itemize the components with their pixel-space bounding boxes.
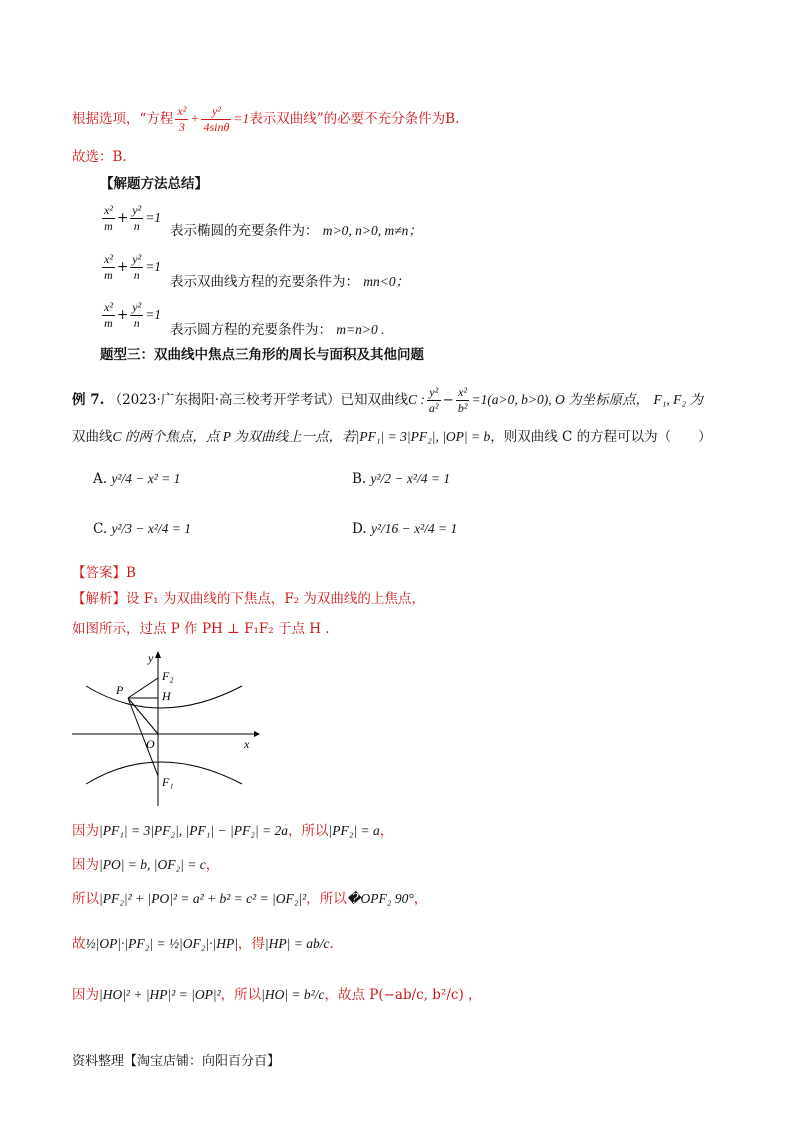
text: 双曲线: [72, 429, 113, 445]
option-label: A.: [93, 471, 108, 487]
step-math: |PF₂| = a: [328, 823, 380, 838]
frac-num: x²: [177, 104, 187, 118]
text: C 的两个焦点，点 P 为双曲线上一点，若: [112, 429, 356, 444]
equals-one: =1: [233, 111, 250, 126]
step-math: |PO| = b, |OF₂| = c: [99, 857, 206, 872]
intro-line: [72, 104, 459, 135]
summary-desc: 表示圆方程的充要条件为：: [170, 322, 332, 338]
analysis-label: 【解析】: [72, 591, 126, 607]
summary-row-ellipse-desc: [170, 222, 422, 240]
fraction-y2-n: [130, 252, 143, 283]
fraction-x2-b2: [456, 385, 470, 416]
frac-den: 3: [178, 120, 185, 134]
equals-one: =1: [145, 259, 162, 274]
example-line-2: [72, 428, 712, 446]
frac-num: y²: [132, 252, 142, 266]
fraction-x2-m: [102, 252, 115, 283]
step-5: [72, 986, 482, 1004]
step-math: |HO| = b²/c: [261, 987, 325, 1002]
frac-num: y²: [201, 104, 231, 120]
step-2: [72, 856, 219, 874]
example-source: （2023·广东揭阳·高三校考开学考试）已知双曲线: [108, 392, 409, 408]
fraction-x2-m: [102, 203, 115, 234]
fraction-y2-4sin: [201, 104, 231, 135]
option-expr: y²/2 − x²/4 = 1: [370, 471, 451, 486]
option-b[interactable]: [352, 470, 450, 488]
label-y: y: [148, 651, 154, 665]
option-a[interactable]: [93, 470, 180, 488]
choose-line: 故选：B.: [72, 149, 127, 165]
step-math: |PF₂|² + |PO|² = a² + b² = c² = |OF₂|²: [99, 891, 307, 906]
section-title: 题型三：双曲线中焦点三角形的周长与面积及其他问题: [100, 347, 424, 363]
label-o: O: [146, 737, 155, 751]
text: ，所以: [288, 823, 329, 839]
text: ，: [205, 857, 220, 873]
text: ，则双曲线 C 的方程可以为（ ）: [490, 429, 712, 445]
step-3: [72, 890, 427, 908]
label-h: H: [162, 689, 171, 703]
curve-condition: =1(a>0, b>0), O 为坐标原点，: [471, 392, 650, 407]
equals-one: =1: [145, 210, 162, 225]
option-c[interactable]: [93, 520, 191, 538]
text: ，故点 P(−ab/c, b²/c) ，: [324, 987, 482, 1003]
option-label: C.: [93, 521, 108, 537]
label-f1: F₁: [162, 775, 174, 789]
summary-row-circle: $\frac{\text{x²}}{m}$ + $\frac{\text{y²}}{n}$ =1: [104, 300, 162, 330]
frac-num: y²: [132, 203, 142, 217]
text: 因为: [72, 987, 99, 1003]
summary-desc: 表示椭圆的充要条件为：: [170, 223, 319, 239]
text: ，: [413, 891, 428, 907]
frac-den: n: [133, 219, 140, 233]
fraction-x2-m: [102, 300, 115, 331]
plus-sign: +: [190, 111, 200, 126]
text: .: [329, 936, 334, 952]
option-expr: y²/16 − x²/4 = 1: [370, 521, 458, 536]
answer: 【答案】B: [72, 565, 136, 581]
hyperbola-diagram: [72, 648, 262, 808]
label-p: P: [116, 683, 124, 697]
frac-den: m: [104, 316, 113, 330]
frac-num: x²: [456, 385, 470, 401]
step-math: �OPF₂ 90°: [346, 891, 414, 906]
summary-row-circle-desc: [170, 321, 385, 339]
step-math: |PF₁| = 3|PF₂|, |PF₁| − |PF₂| = 2a: [99, 823, 289, 838]
segment-po: [128, 698, 158, 734]
frac-num: y²: [427, 385, 441, 401]
example-label: 例 7.: [72, 392, 105, 408]
intro-prefix: 根据选项，“方程: [72, 111, 174, 127]
frac-den: b²: [457, 401, 468, 415]
option-expr: y²/4 − x² = 1: [111, 471, 181, 486]
step-1: [72, 822, 393, 840]
condition-math: |PF₁| = 3|PF₂|, |OP| = b: [355, 429, 491, 444]
fraction-y2-a2: [427, 385, 441, 416]
intro-suffix: 表示双曲线”的必要不充分条件为B.: [249, 111, 460, 127]
text: 因为: [72, 857, 99, 873]
summary-cond: mn<0；: [363, 274, 410, 289]
segment-pf2: [128, 678, 158, 698]
footer-note: 资料整理【淘宝店铺：向阳百分百】: [72, 1054, 281, 1069]
step-math: ½|OP|·|PF₂| = ½|OF₂|·|HP|: [85, 936, 238, 951]
foci-text: F₁, F₂ 为: [653, 392, 703, 407]
frac-num: x²: [104, 252, 113, 266]
text: 所以: [72, 891, 99, 907]
text: ，所以: [306, 891, 347, 907]
x-axis-arrow: [254, 731, 260, 737]
fraction-y2-n: [130, 300, 143, 331]
summary-desc: 表示双曲线方程的充要条件为：: [170, 274, 359, 290]
option-expr: y²/3 − x²/4 = 1: [111, 521, 191, 536]
frac-den: 4sinθ: [203, 120, 230, 134]
text: ，得: [237, 936, 265, 952]
step-math: |HP| = ab/c: [264, 936, 330, 951]
example-line-1: 例 7. （2023·广东揭阳·高三校考开学考试）已知双曲线C : $\frac{\text{y²}}{\text{a²}}$ − $\frac{\text{x²}}{\text{b²}}$ =1(a>0, b>0), O 为坐标原点， F₁, F₂ 为: [72, 385, 703, 415]
summary-row-ellipse: $\frac{\text{x²}}{m}$ + $\frac{\text{y²}}{n}$ =1: [104, 203, 162, 233]
step-4: [72, 935, 334, 953]
summary-cond: m>0, n>0, m≠n；: [322, 223, 422, 238]
curve-name: C :: [408, 392, 425, 407]
y-axis-arrow: [155, 651, 161, 658]
text: 设 F₁ 为双曲线的下焦点，F₂ 为双曲线的上焦点，: [126, 591, 425, 607]
frac-den: m: [104, 219, 113, 233]
text: 因为: [72, 823, 99, 839]
equals-one: =1: [145, 307, 162, 322]
frac-den: a²: [428, 401, 439, 415]
summary-row-hyperbola: $\frac{\text{x²}}{m}$ + $\frac{\text{y²}}{n}$ =1: [104, 252, 162, 282]
summary-title: 【解题方法总结】: [100, 176, 208, 192]
analysis-line-1: [72, 590, 425, 608]
frac-num: x²: [104, 203, 113, 217]
text: 故: [72, 936, 86, 952]
frac-den: n: [133, 316, 140, 330]
frac-num: x²: [104, 300, 113, 314]
summary-row-hyperbola-desc: [170, 273, 409, 291]
step-math: |HO|² + |HP|² = |OP|²: [99, 987, 221, 1002]
fraction-x2-3: [175, 104, 188, 135]
frac-den: n: [133, 268, 140, 282]
text: ，所以: [220, 987, 262, 1003]
analysis-line-2: 如图所示，过点 P 作 PH ⊥ F₁F₂ 于点 H .: [72, 621, 330, 637]
text: ，: [379, 823, 394, 839]
option-label: B.: [352, 471, 367, 487]
label-x: x: [244, 737, 250, 751]
frac-den: m: [104, 268, 113, 282]
option-d[interactable]: [352, 520, 457, 538]
frac-num: y²: [132, 300, 142, 314]
option-label: D.: [352, 521, 367, 537]
fraction-y2-n: [130, 203, 143, 234]
summary-cond: m=n>0 .: [336, 322, 385, 337]
label-f2: F₂: [162, 669, 174, 683]
